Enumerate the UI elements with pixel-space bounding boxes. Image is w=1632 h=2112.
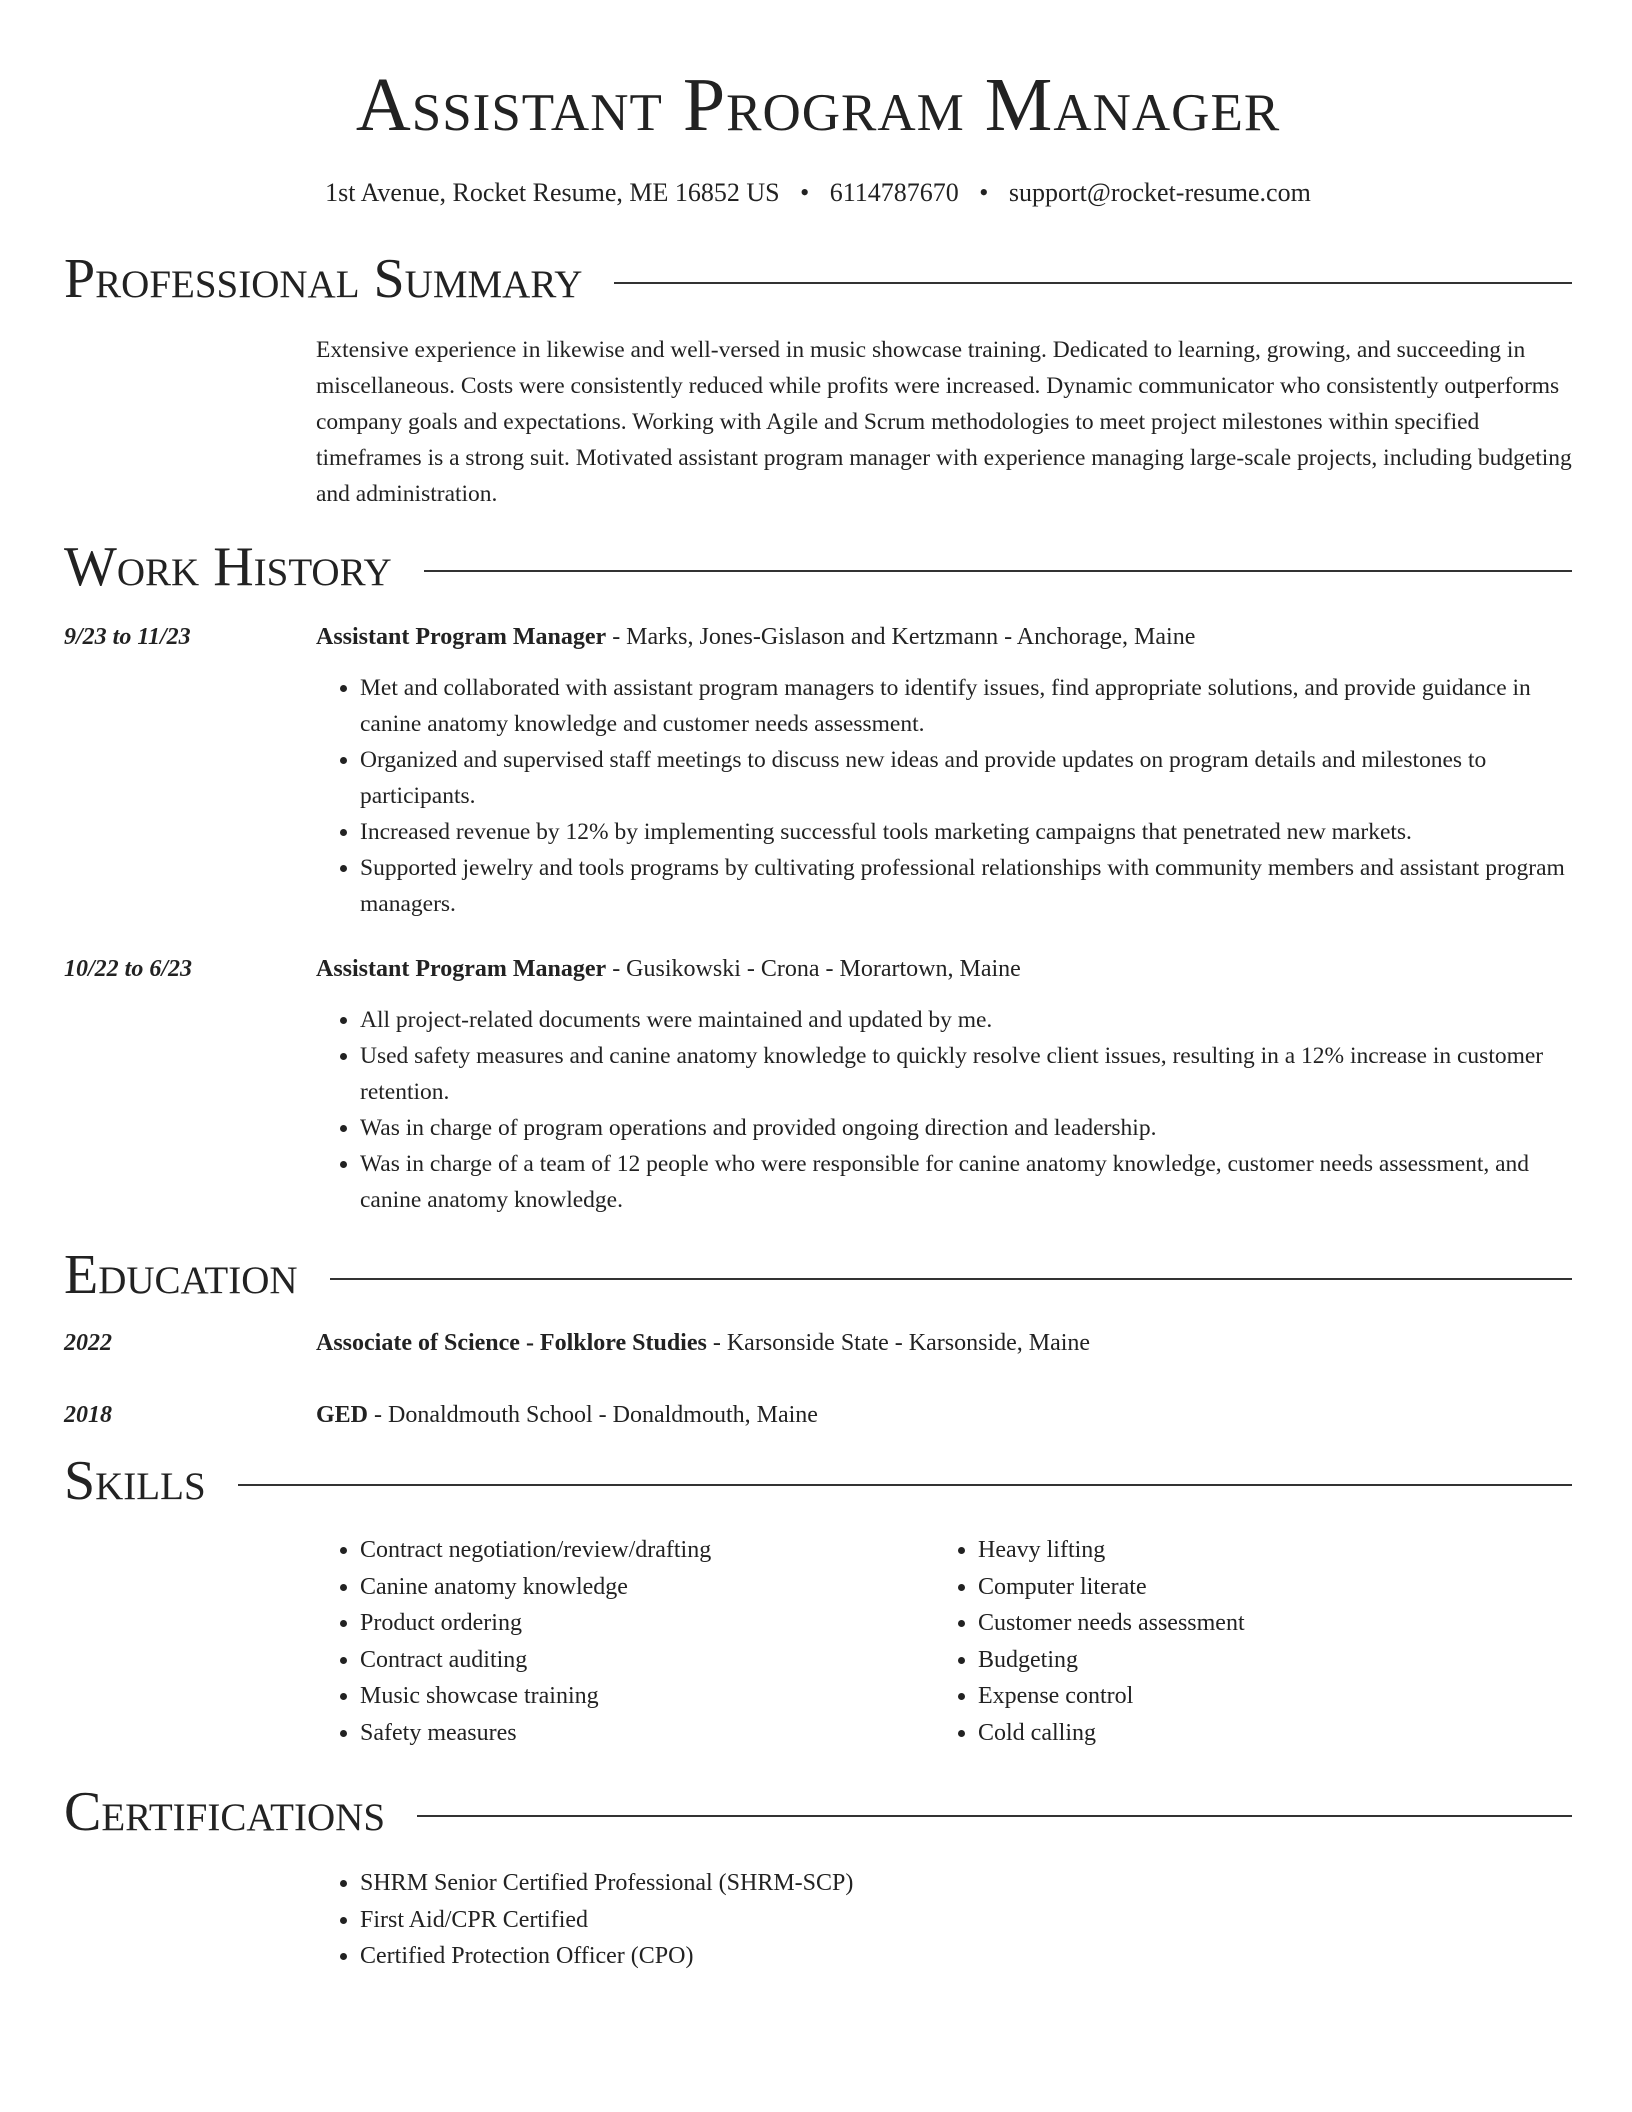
education-degree: GED bbox=[316, 1402, 369, 1428]
education-entry bbox=[64, 1398, 1572, 1432]
certifications-list bbox=[316, 1865, 1572, 1975]
skills-heading: Skills bbox=[64, 1450, 206, 1512]
job-bullets bbox=[316, 670, 1572, 922]
certifications-section-heading bbox=[64, 1779, 1572, 1845]
resume-name: Assistant Program Manager bbox=[355, 63, 1281, 147]
skills-column-right bbox=[934, 1532, 1552, 1751]
education-section-heading bbox=[64, 1242, 1572, 1308]
job-bullets bbox=[316, 1002, 1572, 1218]
summary-heading: Professional Summary bbox=[64, 248, 583, 310]
skill-item: • Customer needs assessment bbox=[978, 1605, 1552, 1642]
section-divider bbox=[417, 1815, 1572, 1817]
skill-item: • Budgeting bbox=[978, 1642, 1552, 1679]
certifications-heading: Certifications bbox=[64, 1781, 386, 1843]
job-bullet: • Was in charge of a team of 12 people who were responsible for canine anatomy knowledge, customer needs assessment, and canine anatomy knowledge. bbox=[360, 1146, 1572, 1218]
contact-email: support@rocket-resume.com bbox=[1008, 178, 1311, 207]
job-entry bbox=[64, 620, 1572, 922]
job-bullet: • Organized and supervised staff meetings to discuss new ideas and provide updates on program details and milestones to participants. bbox=[360, 742, 1572, 814]
skills-section-heading bbox=[64, 1448, 1572, 1514]
job-bullet: • Used safety measures and canine anatomy knowledge to quickly resolve client issues, resulting in a 12% increase in customer retention. bbox=[360, 1038, 1572, 1110]
education-degree: Associate of Science - Folklore Studies bbox=[316, 1330, 707, 1356]
job-bullet: • All project-related documents were maintained and updated by me. bbox=[360, 1002, 1572, 1038]
job-details: - Marks, Jones-Gislason and Kertzmann - Anchorage, Maine bbox=[606, 624, 1196, 650]
job-title: Assistant Program Manager bbox=[316, 956, 607, 982]
section-divider bbox=[614, 282, 1572, 284]
education-heading: Education bbox=[64, 1244, 298, 1306]
skill-item: • Music showcase training bbox=[360, 1678, 934, 1715]
work-section-heading bbox=[64, 534, 1572, 600]
section-divider bbox=[330, 1278, 1572, 1280]
skills-column-left bbox=[316, 1532, 934, 1751]
job-bullet: • Increased revenue by 12% by implementing successful tools marketing campaigns that penetrated new markets. bbox=[360, 814, 1572, 850]
education-line bbox=[316, 1326, 1572, 1360]
resume-page bbox=[64, 0, 1572, 1975]
skill-item: • Cold calling bbox=[978, 1715, 1552, 1752]
summary-section-heading bbox=[64, 246, 1572, 312]
skill-item: • Heavy lifting bbox=[978, 1532, 1552, 1569]
education-details: - Karsonside State - Karsonside, Maine bbox=[706, 1330, 1091, 1356]
skill-item: • Canine anatomy knowledge bbox=[360, 1569, 934, 1606]
skill-item: • Contract auditing bbox=[360, 1642, 934, 1679]
certification-item: • SHRM Senior Certified Professional (SHRM-SCP) bbox=[360, 1865, 1572, 1902]
skill-item: • Expense control bbox=[978, 1678, 1552, 1715]
skill-item: • Product ordering bbox=[360, 1605, 934, 1642]
education-entry bbox=[64, 1326, 1572, 1360]
skill-item: • Computer literate bbox=[978, 1569, 1552, 1606]
job-title: Assistant Program Manager bbox=[316, 624, 607, 650]
job-entry bbox=[64, 952, 1572, 1218]
certification-item: • Certified Protection Officer (CPO) bbox=[360, 1938, 1572, 1975]
job-date: 9/23 to 11/23 bbox=[64, 624, 191, 650]
section-divider bbox=[238, 1484, 1572, 1486]
certification-item: • First Aid/CPR Certified bbox=[360, 1902, 1572, 1939]
job-bullet: • Was in charge of program operations and provided ongoing direction and leadership. bbox=[360, 1110, 1572, 1146]
job-date: 10/22 to 6/23 bbox=[64, 956, 193, 982]
work-heading: Work History bbox=[64, 536, 392, 598]
education-line bbox=[316, 1398, 1572, 1432]
education-date: 2018 bbox=[64, 1402, 112, 1428]
contact-separator: • bbox=[979, 178, 989, 207]
contact-line bbox=[64, 176, 1572, 210]
contact-separator: • bbox=[800, 178, 810, 207]
skill-item: • Safety measures bbox=[360, 1715, 934, 1752]
job-title-line bbox=[316, 620, 1572, 654]
summary-text: Extensive experience in likewise and well-versed in music showcase training. Dedicated to learning, growing, and succeeding in miscellaneous. Costs were consistently reduced while profits were increased. Dynamic communicator who consistently outperforms company goals and expectations. Working with Agile and Scrum methodologies to meet project milestones within specified timeframes is a strong suit. Motivated assistant program manager with experience managing large-scale projects, including budgeting and administration. bbox=[316, 337, 1572, 507]
job-details: - Gusikowski - Crona - Morartown, Maine bbox=[606, 956, 1021, 982]
skills-list bbox=[316, 1532, 1572, 1751]
contact-address: 1st Avenue, Rocket Resume, ME 16852 US bbox=[325, 178, 780, 207]
job-bullet: • Met and collaborated with assistant program managers to identify issues, find appropriate solutions, and provide guidance in canine anatomy knowledge and customer needs assessment. bbox=[360, 670, 1572, 742]
contact-phone: 6114787670 bbox=[829, 178, 959, 207]
job-title-line bbox=[316, 952, 1572, 986]
skill-item: • Contract negotiation/review/drafting bbox=[360, 1532, 934, 1569]
job-bullet: • Supported jewelry and tools programs by cultivating professional relationships with community members and assistant program managers. bbox=[360, 850, 1572, 922]
education-details: - Donaldmouth School - Donaldmouth, Maine bbox=[368, 1402, 818, 1428]
section-divider bbox=[424, 570, 1572, 572]
education-date: 2022 bbox=[64, 1330, 112, 1356]
